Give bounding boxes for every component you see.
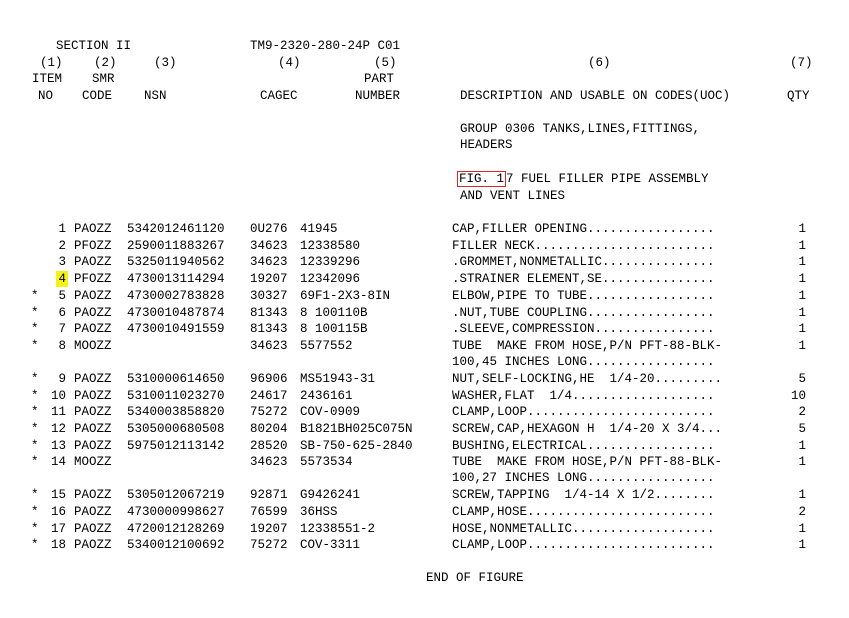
row-description: TUBE MAKE FROM HOSE,P/N PFT-88-BLK-	[452, 339, 723, 353]
row-item-number: 11	[50, 405, 66, 419]
row-nsn: 5325011940562	[127, 255, 225, 269]
row-nsn: 5340003858820	[127, 405, 225, 419]
row-smr-code: PAOZZ	[74, 488, 112, 502]
row-item-number: 14	[50, 455, 66, 469]
row-cagec: 0U276	[250, 222, 288, 236]
row-star-marker: *	[31, 306, 39, 320]
row-cagec: 34623	[250, 455, 288, 469]
row-description-cont: 100,45 INCHES LONG.................	[452, 355, 715, 369]
row-description: NUT,SELF-LOCKING,HE 1/4-20.........	[452, 372, 723, 386]
col-qty: QTY	[787, 89, 810, 103]
col-smr-bot: CODE	[82, 89, 113, 103]
row-star-marker: *	[31, 422, 39, 436]
row-cagec: 76599	[250, 505, 288, 519]
row-part-number: 41945	[300, 222, 338, 236]
table-row	[0, 438, 849, 455]
row-nsn: 4720012128269	[127, 522, 225, 536]
row-star-marker: *	[31, 289, 39, 303]
row-cagec: 96906	[250, 372, 288, 386]
row-smr-code: PAOZZ	[74, 505, 112, 519]
row-nsn: 4730000998627	[127, 505, 225, 519]
row-item-number: 3	[58, 255, 66, 269]
row-cagec: 75272	[250, 538, 288, 552]
row-qty: 1	[798, 488, 806, 502]
table-row	[0, 254, 849, 271]
row-description: SCREW,TAPPING 1/4-14 X 1/2........	[452, 488, 715, 502]
row-nsn: 5340012100692	[127, 538, 225, 552]
row-smr-code: PFOZZ	[74, 272, 112, 286]
group-title-cont: HEADERS	[460, 138, 513, 152]
row-part-number: 12342096	[300, 272, 361, 286]
row-item-number	[56, 271, 68, 287]
row-part-number: MS51943-31	[300, 372, 376, 386]
row-smr-code: PAOZZ	[74, 322, 112, 336]
row-description: SCREW,CAP,HEXAGON H 1/4-20 X 3/4...	[452, 422, 723, 436]
col-num-1: (1)	[40, 56, 63, 70]
row-nsn: 4730013114294	[127, 272, 225, 286]
row-item-number: 16	[50, 505, 66, 519]
row-item-number: 2	[58, 239, 66, 253]
col-num-7: (7)	[790, 56, 813, 70]
row-item-number: 1	[58, 222, 66, 236]
row-part-number: COV-0909	[300, 405, 361, 419]
row-qty: 1	[798, 272, 806, 286]
row-qty: 1	[798, 538, 806, 552]
row-description: WASHER,FLAT 1/4...................	[452, 389, 715, 403]
row-description: HOSE,NONMETALLIC...................	[452, 522, 715, 536]
row-nsn: 4730010491559	[127, 322, 225, 336]
table-row	[0, 487, 849, 504]
row-smr-code: PAOZZ	[74, 522, 112, 536]
row-item-number: 7	[58, 322, 66, 336]
row-part-number: 5577552	[300, 339, 353, 353]
row-part-number: 12339296	[300, 255, 361, 269]
row-smr-code: PAOZZ	[74, 306, 112, 320]
row-smr-code: PFOZZ	[74, 239, 112, 253]
table-row	[0, 421, 849, 438]
row-smr-code: MOOZZ	[74, 339, 112, 353]
row-cagec: 81343	[250, 306, 288, 320]
figure-title-rest: 7 FUEL FILLER PIPE ASSEMBLY	[506, 172, 709, 186]
table-row	[0, 388, 849, 405]
row-star-marker: *	[31, 322, 39, 336]
row-nsn: 4730010487874	[127, 306, 225, 320]
row-smr-code: PAOZZ	[74, 422, 112, 436]
group-title: GROUP 0306 TANKS,LINES,FITTINGS,	[460, 122, 701, 136]
row-cagec: 34623	[250, 255, 288, 269]
table-row	[0, 288, 849, 305]
row-item-number: 13	[50, 439, 66, 453]
row-qty: 1	[798, 439, 806, 453]
col-item-bot: NO	[38, 89, 54, 103]
row-description: .NUT,TUBE COUPLING.................	[452, 306, 715, 320]
row-item-number: 12	[50, 422, 66, 436]
row-part-number: 2436161	[300, 389, 353, 403]
table-row	[0, 221, 849, 238]
row-nsn: 4730002783828	[127, 289, 225, 303]
row-qty: 1	[798, 522, 806, 536]
row-part-number: 12338580	[300, 239, 361, 253]
section-label: SECTION II	[56, 39, 132, 53]
row-cagec: 34623	[250, 239, 288, 253]
row-qty: 1	[798, 222, 806, 236]
row-smr-code: PAOZZ	[74, 289, 112, 303]
table-row-continuation	[0, 354, 849, 371]
figure-title	[457, 171, 709, 187]
row-smr-code: PAOZZ	[74, 372, 112, 386]
row-cagec: 19207	[250, 522, 288, 536]
row-description: CLAMP,HOSE.........................	[452, 505, 715, 519]
row-description: CAP,FILLER OPENING.................	[452, 222, 715, 236]
col-cagec: CAGEC	[260, 89, 298, 103]
row-qty: 1	[798, 239, 806, 253]
row-cagec: 92871	[250, 488, 288, 502]
table-row	[0, 238, 849, 255]
row-smr-code: PAOZZ	[74, 538, 112, 552]
row-star-marker: *	[31, 522, 39, 536]
row-smr-code: PAOZZ	[74, 405, 112, 419]
col-part-bot: NUMBER	[355, 89, 401, 103]
row-smr-code: PAOZZ	[74, 222, 112, 236]
row-description: CLAMP,LOOP.........................	[452, 405, 715, 419]
row-star-marker: *	[31, 405, 39, 419]
col-desc: DESCRIPTION AND USABLE ON CODES(UOC)	[460, 89, 731, 103]
row-smr-code: MOOZZ	[74, 455, 112, 469]
row-cagec: 75272	[250, 405, 288, 419]
row-part-number: SB-750-625-2840	[300, 439, 413, 453]
row-nsn: 5342012461120	[127, 222, 225, 236]
figure-title-cont: AND VENT LINES	[460, 189, 566, 203]
row-nsn: 2590011883267	[127, 239, 225, 253]
col-num-6: (6)	[588, 56, 611, 70]
figure-number-box: FIG. 1	[459, 172, 505, 186]
col-num-2: (2)	[94, 56, 117, 70]
row-qty: 1	[798, 306, 806, 320]
row-part-number: 12338551-2	[300, 522, 376, 536]
row-description: FILLER NECK........................	[452, 239, 715, 253]
row-nsn: 5975012113142	[127, 439, 225, 453]
col-part-top: PART	[364, 72, 395, 86]
row-description-cont: 100,27 INCHES LONG.................	[452, 471, 715, 485]
table-row	[0, 537, 849, 554]
col-num-5: (5)	[374, 56, 397, 70]
col-num-4: (4)	[278, 56, 301, 70]
row-cagec: 28520	[250, 439, 288, 453]
row-star-marker: *	[31, 372, 39, 386]
row-item-number: 8	[58, 339, 66, 353]
row-cagec: 30327	[250, 289, 288, 303]
col-item-top: ITEM	[32, 72, 63, 86]
row-description: TUBE MAKE FROM HOSE,P/N PFT-88-BLK-	[452, 455, 723, 469]
row-star-marker: *	[31, 488, 39, 502]
col-smr-top: SMR	[92, 72, 115, 86]
row-nsn: 5310011023270	[127, 389, 225, 403]
col-nsn: NSN	[144, 89, 167, 103]
row-item-number: 6	[58, 306, 66, 320]
row-qty: 1	[798, 255, 806, 269]
row-part-number: 8 100115B	[300, 322, 368, 336]
row-qty: 1	[798, 322, 806, 336]
row-description: .GROMMET,NONMETALLIC...............	[452, 255, 715, 269]
row-qty: 2	[798, 505, 806, 519]
row-qty: 2	[798, 405, 806, 419]
row-description: BUSHING,ELECTRICAL.................	[452, 439, 715, 453]
row-cagec: 24617	[250, 389, 288, 403]
table-row	[0, 338, 849, 355]
table-row	[0, 454, 849, 471]
table-row	[0, 404, 849, 421]
row-item-number: 18	[50, 538, 66, 552]
row-item-number: 9	[58, 372, 66, 386]
row-description: .STRAINER ELEMENT,SE...............	[452, 272, 715, 286]
row-qty: 1	[798, 339, 806, 353]
tm-number: TM9-2320-280-24P C01	[250, 39, 401, 53]
row-part-number: 8 100110B	[300, 306, 368, 320]
row-qty: 1	[798, 455, 806, 469]
row-description: CLAMP,LOOP.........................	[452, 538, 715, 552]
item-highlight: 4	[58, 272, 66, 286]
row-cagec: 34623	[250, 339, 288, 353]
row-star-marker: *	[31, 389, 39, 403]
row-nsn: 5305000680508	[127, 422, 225, 436]
row-smr-code: PAOZZ	[74, 389, 112, 403]
table-row	[0, 521, 849, 538]
row-qty: 10	[790, 389, 806, 403]
row-part-number: COV-3311	[300, 538, 361, 552]
row-star-marker: *	[31, 439, 39, 453]
row-description: ELBOW,PIPE TO TUBE.................	[452, 289, 715, 303]
row-description: .SLEEVE,COMPRESSION................	[452, 322, 715, 336]
row-star-marker: *	[31, 538, 39, 552]
row-star-marker: *	[31, 339, 39, 353]
row-item-number: 10	[50, 389, 66, 403]
table-row	[0, 371, 849, 388]
col-num-3: (3)	[154, 56, 177, 70]
row-nsn: 5310000614650	[127, 372, 225, 386]
row-part-number: G9426241	[300, 488, 361, 502]
row-cagec: 80204	[250, 422, 288, 436]
table-row	[0, 271, 849, 288]
end-of-figure: END OF FIGURE	[426, 571, 524, 585]
row-qty: 1	[798, 289, 806, 303]
row-part-number: 36HSS	[300, 505, 338, 519]
table-row	[0, 504, 849, 521]
row-qty: 5	[798, 422, 806, 436]
row-part-number: 69F1-2X3-8IN	[300, 289, 391, 303]
row-smr-code: PAOZZ	[74, 255, 112, 269]
table-row-continuation	[0, 470, 849, 487]
row-part-number: B1821BH025C075N	[300, 422, 413, 436]
row-item-number: 17	[50, 522, 66, 536]
row-item-number: 5	[58, 289, 66, 303]
row-star-marker: *	[31, 505, 39, 519]
table-row	[0, 305, 849, 322]
row-star-marker: *	[31, 455, 39, 469]
row-qty: 5	[798, 372, 806, 386]
row-nsn: 5305012067219	[127, 488, 225, 502]
table-row	[0, 321, 849, 338]
row-item-number: 15	[50, 488, 66, 502]
row-part-number: 5573534	[300, 455, 353, 469]
row-smr-code: PAOZZ	[74, 439, 112, 453]
row-cagec: 81343	[250, 322, 288, 336]
row-cagec: 19207	[250, 272, 288, 286]
